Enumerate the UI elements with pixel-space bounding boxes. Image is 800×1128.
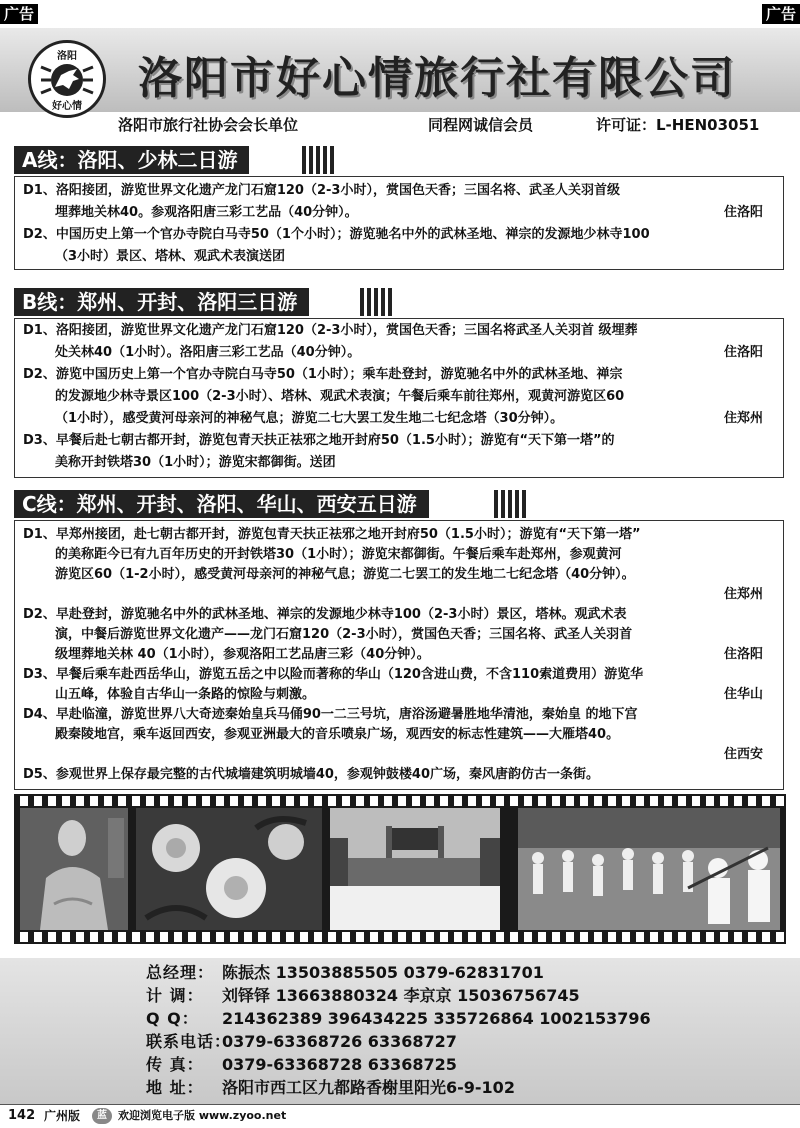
itinerary-row: D4、早赴临潼，游览世界八大奇迹秦始皇兵马俑90一二三号坑，唐浴汤避暑胜地华清池，秦始皇 的地下宫 xyxy=(23,707,638,722)
page-number: 142 xyxy=(8,1108,36,1123)
line-c-title: C线：郑州、开封、洛阳、华山、西安五日游 xyxy=(14,490,429,518)
contact-value: 刘铎铎 13663880324 李京京 15036756745 xyxy=(222,986,580,1005)
website-promo: 欢迎浏览电子版 www.zyoo.net xyxy=(118,1109,287,1122)
edition-label: 广州版 xyxy=(44,1109,81,1123)
itinerary-row: 殿秦陵地宫，乘车返回西安，参观亚洲最大的音乐喷泉广场，观西安的标志性建筑——大雁塔40。 xyxy=(55,727,620,742)
itinerary-row: （1小时），感受黄河母亲河的神秘气息；游览二七大罢工发生地二七纪念塔（30分钟）。 xyxy=(55,411,564,426)
contact-label: 计 调： xyxy=(146,986,204,1005)
itinerary-row: D3、早餐后乘车赴西岳华山，游览五岳之中以险而著称的华山（120含进山费，不含110索道费用）游览华 xyxy=(23,667,644,682)
stay-label: 住洛阳 xyxy=(723,647,763,662)
edition-badge: 蓝 xyxy=(92,1108,112,1124)
stay-label: 住郑州 xyxy=(723,587,763,602)
contact-address xyxy=(146,1077,515,1099)
line-b-stripes xyxy=(360,288,394,316)
line-a-title: A线：洛阳、少林二日游 xyxy=(14,146,249,174)
line-c-stripes xyxy=(494,490,528,518)
contact-label: 联系电话： xyxy=(146,1032,232,1051)
contact-label: 总经理： xyxy=(146,963,215,982)
contact-value: 0379-63368728 63368725 xyxy=(222,1055,457,1074)
buddha-statue-photo xyxy=(20,808,128,930)
photo-filmstrip xyxy=(14,794,786,944)
logo-top-text: 洛阳 xyxy=(57,51,77,62)
itinerary-row: D5、参观世界上保存最完整的古代城墙建筑明城墙40，参观钟鼓楼40广场，秦风唐韵仿古一条街。 xyxy=(23,767,600,782)
footer-divider xyxy=(0,1104,800,1105)
contact-value: 214362389 396434225 335726864 1002153796 xyxy=(222,1009,651,1028)
contact-label: Q Q： xyxy=(146,1009,199,1028)
itinerary-row: 游览区60（1-2小时），感受黄河母亲河的神秘气息；游览二七罢工的发生地二七纪念塔（40分钟）。 xyxy=(55,567,635,582)
company-name: 洛阳市好心情旅行社有限公司 xyxy=(138,53,736,104)
martial-arts-performance-photo xyxy=(518,808,780,930)
stay-label: 住西安 xyxy=(723,747,763,762)
contact-phone xyxy=(146,1031,457,1053)
contact-label: 地 址： xyxy=(146,1078,204,1097)
itinerary-row: 美称开封铁塔30（1小时）；游览宋都御街。送团 xyxy=(55,455,336,470)
itinerary-row: D1、洛阳接团，游览世界文化遗产龙门石窟120（2-3小时），赏国色天香；三国名将武圣人关羽首 级埋葬 xyxy=(23,323,638,338)
line-a-stripes xyxy=(302,146,336,174)
itinerary-row: 山五峰，体验自古华山一条路的惊险与刺激。 xyxy=(55,687,316,702)
stay-label: 住洛阳 xyxy=(723,345,763,360)
stay-label: 住洛阳 xyxy=(723,205,763,220)
contact-operator xyxy=(146,985,580,1007)
film-perforation-bottom xyxy=(14,932,786,942)
contact-general-manager xyxy=(146,962,544,984)
itinerary-row: 演，中餐后游览世界文化遗产——龙门石窟120（2-3小时），赏国色天香；三国名将、武圣人关羽首 xyxy=(55,627,633,642)
company-logo xyxy=(28,40,106,118)
film-perforation-top xyxy=(14,796,786,806)
line-a-box xyxy=(14,176,784,270)
stay-label: 住华山 xyxy=(723,687,763,702)
itinerary-row: D2、早赴登封，游览驰名中外的武林圣地、禅宗的发源地少林寺100（2-3小时）景区，塔林。观武术表 xyxy=(23,607,627,622)
ad-tag-left: 广告 xyxy=(0,4,38,24)
ad-tag-right: 广告 xyxy=(762,4,800,24)
itinerary-row: 的发源地少林寺景区100（2-3小时）、塔林、观武术表演；午餐后乘车前往郑州，观黄河游览区60 xyxy=(55,389,625,404)
contact-qq xyxy=(146,1008,651,1030)
stay-label: 住郑州 xyxy=(723,411,763,426)
line-b-box xyxy=(14,318,784,478)
contact-value: 0379-63368726 63368727 xyxy=(222,1032,457,1051)
association-text: 洛阳市旅行社协会会长单位 xyxy=(118,116,299,134)
itinerary-row: 处关林40（1小时）。洛阳唐三彩工艺品（40分钟）。 xyxy=(55,345,361,360)
itinerary-row: 的美称距今已有九百年历史的开封铁塔30（1小时）；游览宋都御街。午餐后乘车赴郑州，参观黄河 xyxy=(55,547,622,562)
contact-label: 传 真： xyxy=(146,1055,204,1074)
itinerary-row: D2、游览中国历史上第一个官办寺院白马寺50（1小时）；乘车赴登封，游览驰名中外的武林圣地、禅宗 xyxy=(23,367,623,382)
itinerary-row: D3、早餐后赴七朝古都开封，游览包青天扶正祛邪之地开封府50（1.5小时）；游览有“天下第一塔”的 xyxy=(23,433,615,448)
contact-value: 陈振杰 13503885505 0379-62831701 xyxy=(222,963,544,982)
itinerary-row: D2、中国历史上第一个官办寺院白马寺50（1个小时）；游览驰名中外的武林圣地、禅宗的发源地少林寺100 xyxy=(23,227,650,242)
line-b-title: B线：郑州、开封、洛阳三日游 xyxy=(14,288,309,316)
white-horse-temple-photo xyxy=(330,808,500,930)
itinerary-row: D1、洛阳接团，游览世界文化遗产龙门石窟120（2-3小时），赏国色天香；三国名将、武圣人关羽首级 xyxy=(23,183,620,198)
member-text: 同程网诚信会员 xyxy=(428,116,534,134)
contact-value: 洛阳市西工区九都路香榭里阳光6-9-102 xyxy=(222,1078,515,1097)
contact-fax xyxy=(146,1054,457,1076)
peony-flowers-photo xyxy=(136,808,322,930)
itinerary-row: 级埋葬地关林 40（1小时），参观洛阳工艺品唐三彩（40分钟）。 xyxy=(55,647,430,662)
itinerary-row: （3小时）景区、塔林、观武术表演送团 xyxy=(55,249,286,264)
itinerary-row: D1、早郑州接团，赴七朝古都开封，游览包青天扶正祛邪之地开封府50（1.5小时）；游览有“天下第一塔” xyxy=(23,527,641,542)
itinerary-row: 埋葬地关林40。参观洛阳唐三彩工艺品（40分钟）。 xyxy=(55,205,358,220)
logo-bottom-text: 好心情 xyxy=(52,101,82,112)
line-c-box xyxy=(14,520,784,790)
license-text: 许可证：L-HEN03051 xyxy=(596,116,760,134)
